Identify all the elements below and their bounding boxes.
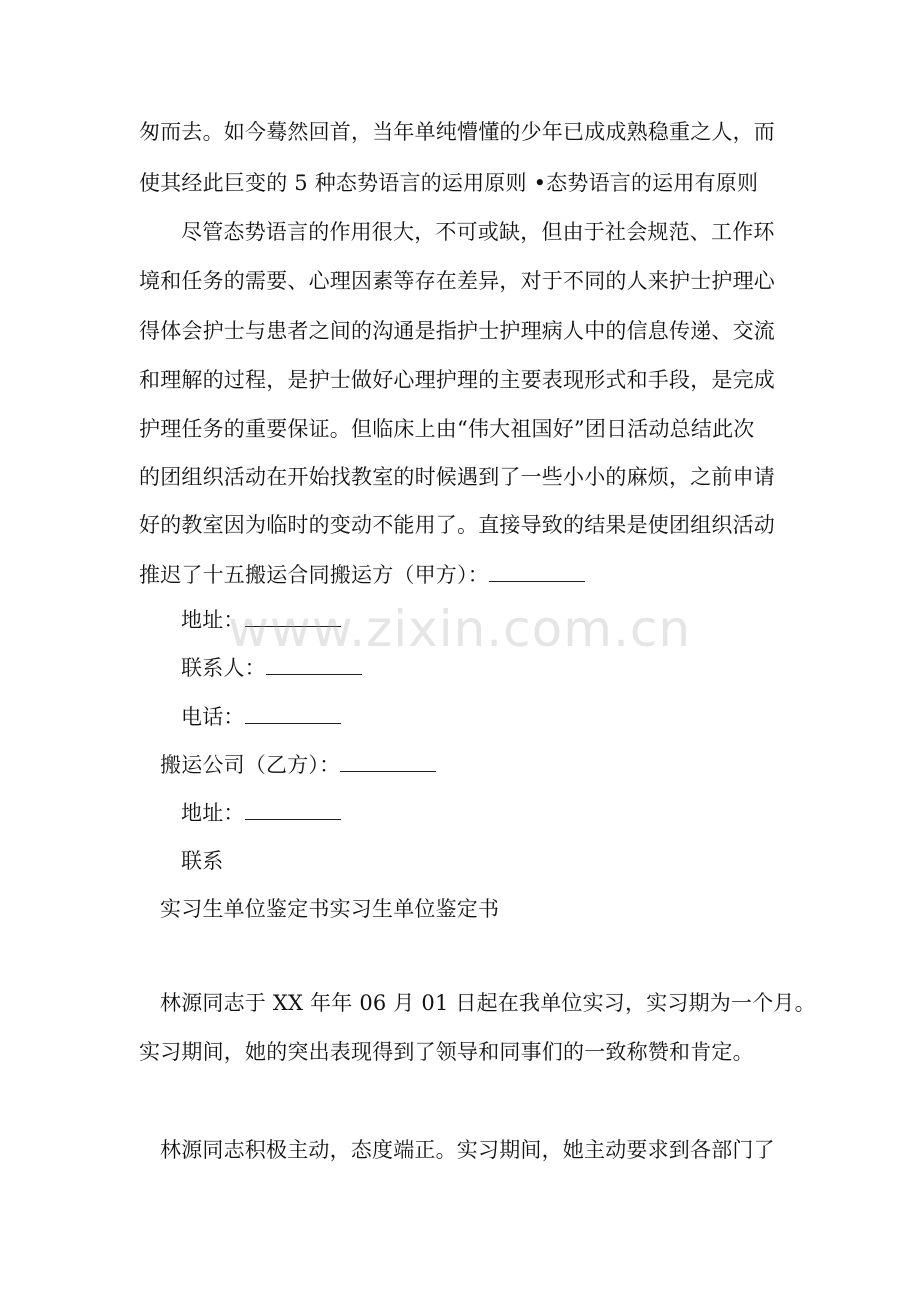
text-line: 联系人： [181, 656, 266, 680]
text-line: 境和任务的需要、心理因素等存在差异，对于不同的人来护士护理心 [139, 269, 775, 293]
blank-field [489, 563, 585, 582]
text-line: 联系 [181, 849, 224, 873]
watermark: www.zixin.com.cn [228, 600, 692, 658]
blank-field [340, 753, 436, 772]
text-line: 和理解的过程，是护士做好心理护理的主要表现形式和手段，是完成 [139, 368, 775, 392]
blank-field [266, 656, 362, 675]
contract-party-b-line [160, 750, 436, 780]
text-line: 的团组织活动在开始找教室的时候遇到了一些小小的麻烦，之前申请 [139, 465, 775, 489]
text-line: 搬运公司（乙方）： [160, 753, 341, 777]
blank-field [245, 705, 341, 724]
text-line: 林源同志积极主动，态度端正。实习期间，她主动要求到各部门了 [160, 1138, 775, 1162]
text-line: 地址： [181, 608, 245, 632]
contract-party-a-line [139, 560, 585, 590]
text-line: 匆而去。如今蓦然回首，当年单纯懵懂的少年已成成熟稳重之人，而 [139, 120, 775, 144]
text-line: 地址： [181, 801, 245, 825]
text-line: 林源同志于 XX 年年 06 月 01 日起在我单位实习，实习期为一个月。 [160, 991, 816, 1015]
phone-line [181, 702, 341, 732]
text-line: 护理任务的重要保证。但临床上由“伟大祖国好”团日活动总结此次 [139, 417, 755, 441]
address-line [181, 798, 341, 828]
text-line: 电话： [181, 705, 245, 729]
text-line: 推迟了十五搬运合同搬运方（甲方）： [139, 563, 489, 587]
text-line: 尽管态势语言的作用很大，不可或缺，但由于社会规范、工作环 [181, 220, 775, 244]
text-line: 使其经此巨变的 5 种态势语言的运用原则 •态势语言的运用有原则 [139, 171, 759, 195]
blank-field [245, 801, 341, 820]
text-line: 得体会护士与患者之间的沟通是指护士护理病人中的信息传递、交流 [139, 319, 775, 343]
text-line: 好的教室因为临时的变动不能用了。直接导致的结果是使团组织活动 [139, 513, 775, 537]
text-line: 实习期间，她的突出表现得到了领导和同事们的一致称赞和肯定。 [139, 1040, 754, 1064]
section-heading: 实习生单位鉴定书实习生单位鉴定书 [160, 897, 500, 921]
